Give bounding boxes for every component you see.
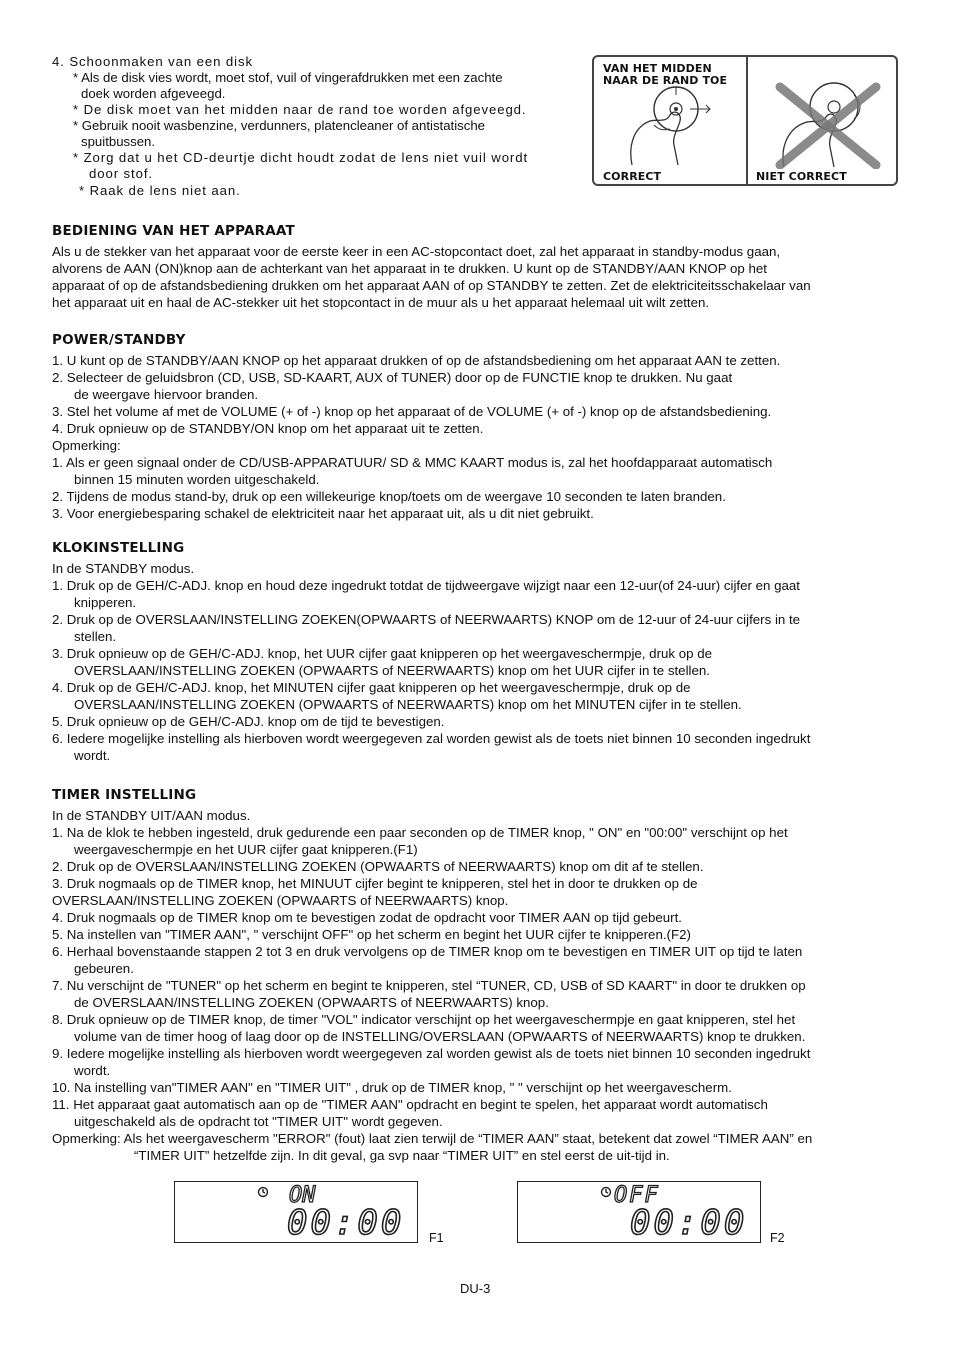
paragraph-line: alvorens de AAN (ON)knop aan de achterkant van het apparaat in te drukken. U kunt op de STANDBY/AAN KNOP op het: [52, 261, 767, 276]
list-item: 3. Stel het volume af met de VOLUME (+ of -) knop op het apparaat of de VOLUME (+ of -) knop op de afstandsbediening.: [52, 404, 772, 419]
cleaning-line: * Als de disk vies wordt, moet stof, vuil of vingerafdrukken met een zachte: [73, 70, 503, 85]
clock-icon: [602, 1188, 611, 1197]
cleaning-title: 4. Schoonmaken van een disk: [52, 54, 253, 69]
cleaning-line: doek worden afgeveegd.: [81, 86, 226, 101]
list-item-continuation: wordt.: [74, 1063, 111, 1078]
figure-label-f1: F1: [429, 1231, 444, 1245]
list-item-continuation: OVERSLAAN/INSTELLING ZOEKEN (OPWAARTS of NEERWAARTS) knop.: [52, 893, 509, 908]
list-item-continuation: uitgeschakeld als de opdracht tot "TIMER UIT" wordt gegeven.: [74, 1114, 443, 1129]
list-item-continuation: volume van de timer hoog of laag door op de INSTELLING/OVERSLAAN (OPWAARTS of NEERWAARTS) knop te drukken.: [74, 1029, 806, 1044]
list-item-continuation: de OVERSLAAN/INSTELLING ZOEKEN (OPWAARTS of NEERWAARTS) knop.: [74, 995, 549, 1010]
list-item: 6. Iedere mogelijke instelling als hierboven wordt weergegeven zal worden gewist als de toets niet binnen 10 seconden ingedrukt: [52, 731, 811, 746]
list-item: 8. Druk opnieuw op de TIMER knop, de timer "VOL" indicator verschijnt op het weergaveschermpje en gaat knipperen, stel het: [52, 1012, 796, 1027]
list-item: 2. Druk op de OVERSLAAN/INSTELLING ZOEKEN (OPWAARTS of NEERWAARTS) knop om dit af te stellen.: [52, 859, 704, 874]
timer-section: [52, 787, 912, 1164]
note-label: Opmerking:: [52, 438, 121, 453]
list-item: 3. Druk nogmaals op de TIMER knop, het MINUUT cijfer begint te knipperen, stel het in door te drukken op de: [52, 876, 698, 891]
operation-section: [52, 223, 912, 311]
list-item: 3. Voor energiebesparing schakel de elektriciteit naar het apparaat uit, als u dit niet gebruikt.: [52, 506, 594, 521]
cleaning-line: * Gebruik nooit wasbenzine, verdunners, platencleaner of antistatische: [73, 118, 485, 133]
clock-icon: [259, 1188, 268, 1197]
list-item: 4. Druk nogmaals op de TIMER knop om te bevestigen zodat de opdracht voor TIMER AAN op tijd gebeurt.: [52, 910, 682, 925]
figure-top-label: NAAR DE RAND TOE: [603, 74, 728, 87]
incorrect-label: NIET CORRECT: [756, 170, 847, 183]
list-item: 1. Als er geen signaal onder de CD/USB-APPARATUUR/ SD & MMC KAART modus is, zal het hoofdapparaat automatisch: [52, 455, 773, 470]
paragraph-line: In de STANDBY UIT/AAN modus.: [52, 808, 251, 823]
paragraph-line: In de STANDBY modus.: [52, 561, 195, 576]
cleaning-section: [52, 54, 582, 199]
list-item-continuation: weergaveschermpje en het UUR cijfer gaat knipperen.(F1): [74, 842, 418, 857]
power-standby-section: [52, 332, 912, 522]
list-item-continuation: stellen.: [74, 629, 117, 644]
disc-cleaning-figure: [592, 55, 898, 186]
list-item: 11. Het apparaat gaat automatisch aan op de "TIMER AAN" opdracht en begint te spelen, het apparaat wordt automatisch: [52, 1097, 768, 1112]
list-item: 1. Na de klok te hebben ingesteld, druk gedurende een paar seconden op de TIMER knop, " ON" en "00:00" verschijnt op het: [52, 825, 788, 840]
cleaning-line: door stof.: [89, 166, 153, 181]
correct-wiping-illustration: [614, 85, 734, 169]
list-item: 2. Tijdens de modus stand-by, druk op een willekeurige knop/toets om de weergave 10 seconden te laten branden.: [52, 489, 726, 504]
page-number: DU-3: [460, 1281, 491, 1296]
lcd-f1-mode: ON: [289, 1183, 316, 1208]
lcd-f2-mode: OFF: [614, 1183, 660, 1208]
list-item: 2. Druk op de OVERSLAAN/INSTELLING ZOEKEN(OPWAARTS of NEERWAARTS) KNOP om de 12-uur of 24-uur cijfers in te: [52, 612, 801, 627]
paragraph-line: apparaat of op de afstandsbediening drukken om het apparaat AAN of op STANDBY te zetten. Zet de elektriciteitsschakelaar van: [52, 278, 811, 293]
cleaning-line: * De disk moet van het midden naar de rand toe worden afgeveegd.: [73, 102, 527, 117]
list-item: 2. Selecteer de geluidsbron (CD, USB, SD-KAART, AUX of TUNER) door op de FUNCTIE knop te drukken. Nu gaat: [52, 370, 733, 385]
lcd-f2-graphic: [518, 1182, 759, 1241]
list-item-continuation: binnen 15 minuten worden uitgeschakeld.: [74, 472, 320, 487]
list-item: 7. Nu verschijnt de "TUNER" op het scherm en begint te knipperen, stel “TUNER, CD, USB of SD KAART" in door te drukken op: [52, 978, 806, 993]
note-continuation: “TIMER UIT” hetzelfde zijn. In dit geval, ga svp naar “TIMER UIT” en stel eerst de uit-tijd in.: [134, 1148, 670, 1163]
list-item: 4. Druk opnieuw op de STANDBY/ON knop om het apparaat uit te zetten.: [52, 421, 484, 436]
list-item-continuation: knipperen.: [74, 595, 137, 610]
list-item-continuation: gebeuren.: [74, 961, 134, 976]
list-item: 5. Na instellen van "TIMER AAN", " verschijnt OFF" op het scherm en begint het UUR cijfer te knipperen.(F2): [52, 927, 691, 942]
paragraph-line: Als u de stekker van het apparaat voor de eerste keer in een AC-stopcontact doet, zal het apparaat in standby-modus gaan,: [52, 244, 781, 259]
incorrect-wiping-illustration: [758, 77, 890, 169]
lcd-display-f1: [174, 1181, 418, 1243]
paragraph-line: het apparaat uit en haal de AC-stekker uit het stopcontact in de muur als u het apparaat helemaal uit wilt zetten.: [52, 295, 710, 310]
cleaning-line: * Raak de lens niet aan.: [79, 183, 241, 198]
list-item: 5. Druk opnieuw op de GEH/C-ADJ. knop om de tijd te bevestigen.: [52, 714, 445, 729]
lcd-f1-graphic: [175, 1182, 416, 1241]
list-item: 9. Iedere mogelijke instelling als hierboven wordt weergegeven zal worden gewist als de toets niet binnen 10 seconden ingedrukt: [52, 1046, 811, 1061]
section-heading: POWER/STANDBY: [52, 332, 186, 348]
lcd-f2-time: 00:00: [630, 1203, 748, 1241]
correct-label: CORRECT: [603, 170, 662, 183]
figure-label-f2: F2: [770, 1231, 785, 1245]
list-item: 6. Herhaal bovenstaande stappen 2 tot 3 en druk vervolgens op de TIMER knop om te bevestigen en TIMER UIT op tijd te laten: [52, 944, 803, 959]
section-heading: KLOKINSTELLING: [52, 540, 185, 556]
list-item-continuation: wordt.: [74, 748, 111, 763]
list-item: 3. Druk opnieuw op de GEH/C-ADJ. knop, het UUR cijfer gaat knipperen op het weergaveschermpje, druk op de: [52, 646, 713, 661]
list-item: 4. Druk op de GEH/C-ADJ. knop, het MINUTEN cijfer gaat knipperen op het weergaveschermpje, druk op de: [52, 680, 691, 695]
lcd-display-f2: [517, 1181, 761, 1243]
list-item: 10. Na instelling van"TIMER AAN" en "TIMER UIT" , druk op de TIMER knop, " " verschijnt op het weergavescherm.: [52, 1080, 732, 1095]
list-item-continuation: OVERSLAAN/INSTELLING ZOEKEN (OPWAARTS of NEERWAARTS) knop om het UUR cijfer in te stellen.: [74, 663, 710, 678]
list-item-continuation: de weergave hiervoor branden.: [74, 387, 259, 402]
lcd-f1-time: 00:00: [287, 1203, 405, 1241]
list-item-continuation: OVERSLAAN/INSTELLING ZOEKEN (OPWAARTS of NEERWAARTS) knop om het MINUTEN cijfer in te stellen.: [74, 697, 742, 712]
section-heading: BEDIENING VAN HET APPARAAT: [52, 223, 295, 239]
list-item: 1. Druk op de GEH/C-ADJ. knop en houd deze ingedrukt totdat de tijdweergave wijzigt naar een 12-uur(of 24-uur) cijfer en gaat: [52, 578, 800, 593]
cleaning-line: spuitbussen.: [81, 134, 156, 149]
figure-divider: [746, 57, 748, 184]
list-item: 1. U kunt op de STANDBY/AAN KNOP op het apparaat drukken of op de afstandsbediening om het apparaat AAN te zetten.: [52, 353, 781, 368]
figure-top-label: VAN HET MIDDEN: [603, 62, 712, 75]
note-line: Opmerking: Als het weergavescherm "ERROR" (fout) laat zien terwijl de “TIMER AAN” staat, betekent dat zowel “TIMER AAN” en: [52, 1131, 813, 1146]
cleaning-line: * Zorg dat u het CD-deurtje dicht houdt zodat de lens niet vuil wordt: [73, 150, 529, 165]
section-heading: TIMER INSTELLING: [52, 787, 197, 803]
clock-section: [52, 540, 912, 764]
